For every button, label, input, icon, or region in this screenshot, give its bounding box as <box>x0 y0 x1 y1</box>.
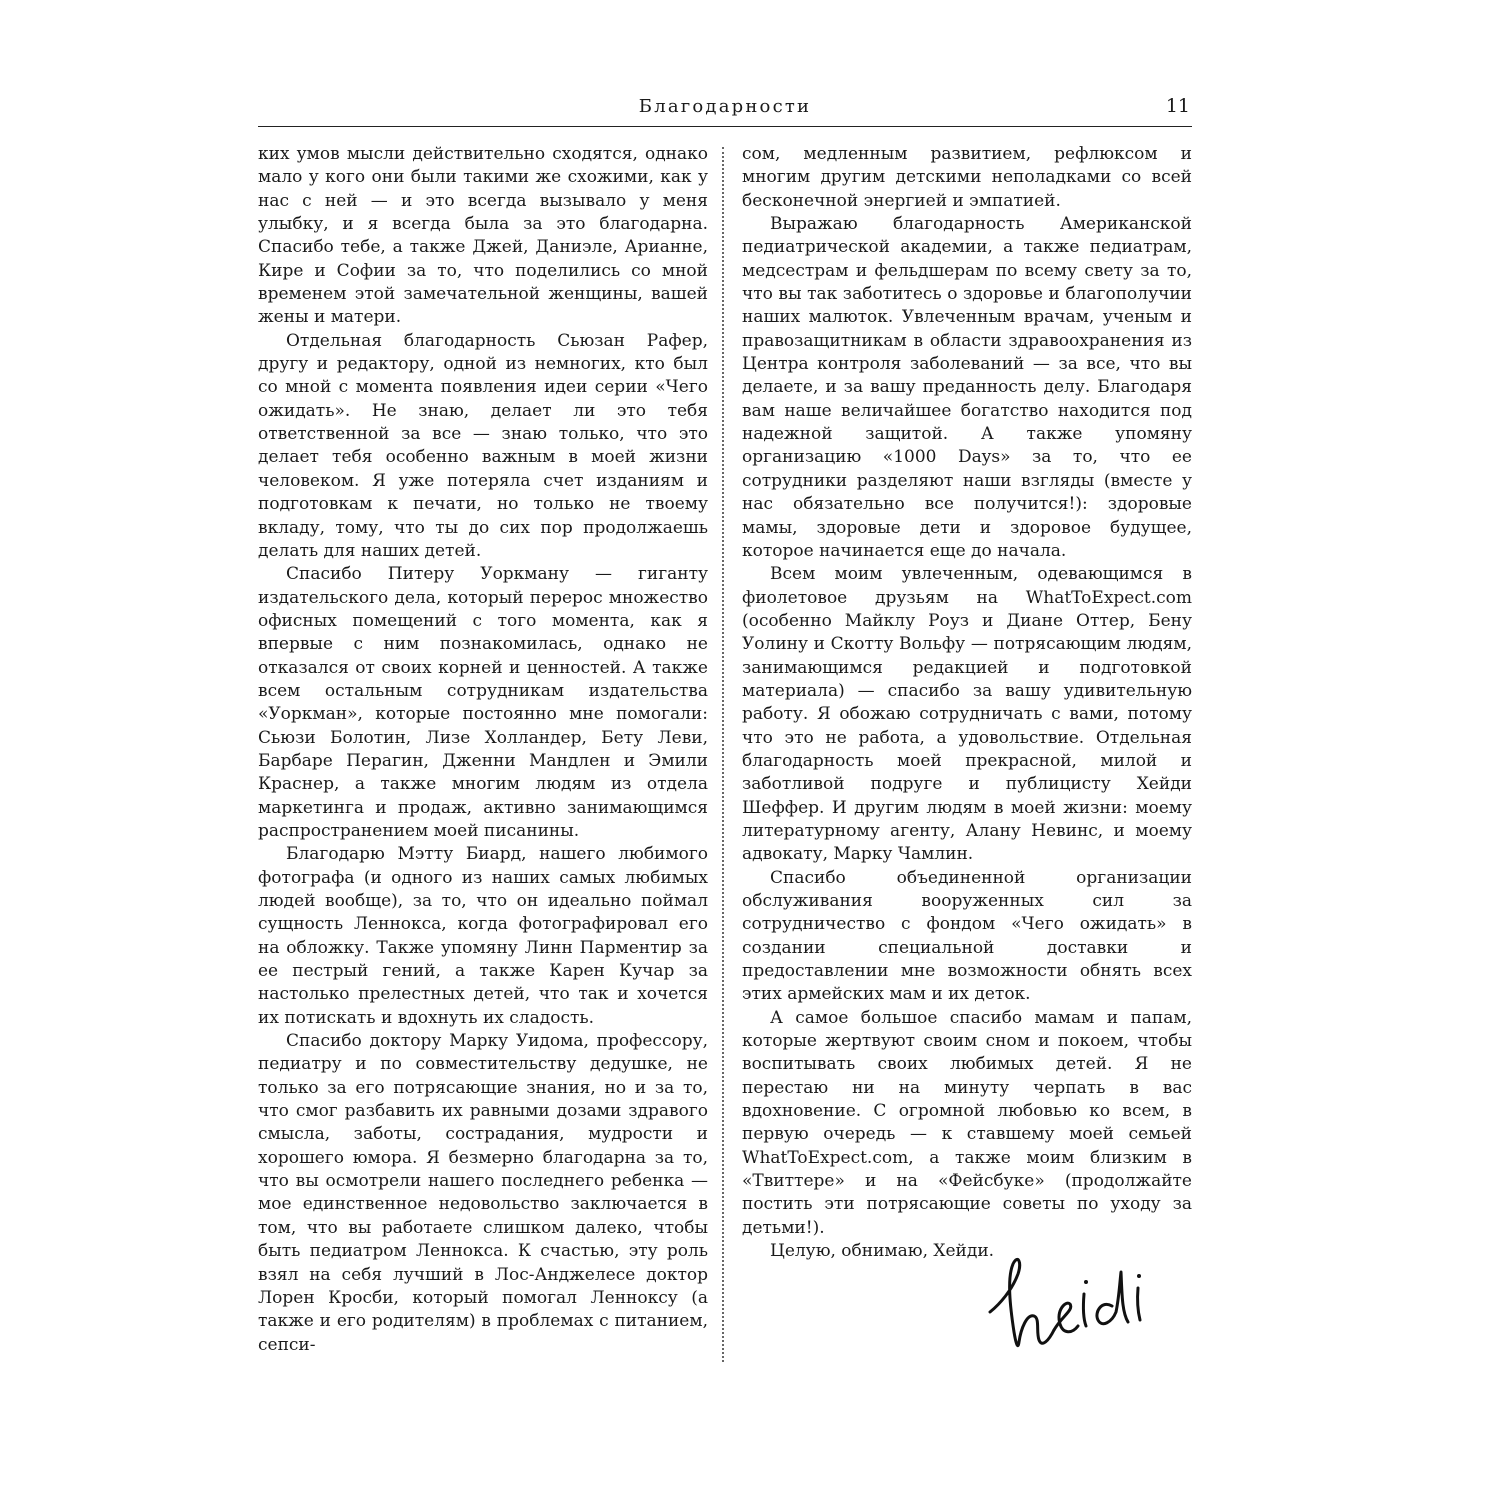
paragraph: Выражаю благодарность Американской педиатрической академии, а также педиатрам, медсестрам и фельдшерам по всему свету за то, что вы так заботитесь о здоровье и благополучии наших малюток. Увлеченным врачам, ученым и правозащитникам в области здравоохранения из Центра контроля заболеваний — за все, что вы делаете, и за вашу преданность делу. Благодаря вам наше величайшее богатство находится под надежной защитой. А также упомяну организацию «1000 Days» за то, что ее сотрудники разделяют наши взгляды (вместе у нас обязательно все получится!): здоровые мамы, здоровые дети и здоровое будущее, которое начинается еще до начала. <box>742 214 1192 561</box>
paragraph: Всем моим увлеченным, одевающимся в фиолетовое друзьям на WhatToExpect.com (особенно Майклу Роуз и Диане Оттер, Бену Уолину и Скотту Вольфу — потрясающим людям, занимающимся редакцией и подготовкой материала) — спасибо за вашу удивительную работу. Я обожаю сотрудничать с вами, потому что это не работа, а удовольствие. Отдельная благодарность моей прекрасной, милой и заботливой подруге и публицисту Хейди Шеффер. И другим людям в моей жизни: моему литературному агенту, Алану Невинс, и моему адвокату, Марку Чамлин. <box>742 564 1192 865</box>
running-header <box>258 92 1192 127</box>
handwritten-signature-icon <box>982 1240 1152 1370</box>
paragraph: Отдельная благодарность Сьюзан Рафер, другу и редактору, одной из немногих, кто был со мной с момента появления идеи серии «Чего ожидать». Не знаю, делает ли это тебя ответственной за все — знаю только, что это делает тебя особенно важным в моей жизни человеком. Я уже потеряла счет изданиям и подготовкам к печати, но только не твоему вкладу, тому, что ты до сих пор продолжаешь делать для наших детей. <box>258 330 708 561</box>
paragraph: Благодарю Мэтту Биард, нашего любимого фотографа (и одного из наших самых любимых людей вообще), за то, что он идеально поймал сущность Леннокса, когда фотографировал его на обложку. Также упомяну Линн Парментир за ее пестрый гений, а также Карен Кучар за настолько прелестных детей, что так и хочется их потискать и вдохнуть их сладость. <box>258 844 708 1028</box>
paragraph: Спасибо объединенной организации обслуживания вооруженных сил за сотрудничество с фондом «Чего ожидать» в создании специальной доставки и предоставлении мне возможности обнять всех этих армейских мам и их деток. <box>742 867 1192 1005</box>
page-number: 11 <box>1165 95 1190 117</box>
paragraph: А самое большое спасибо мамам и папам, которые жертвуют своим сном и покоем, чтобы воспитывать своих любимых детей. Я не перестаю ни на минуту черпать в вас вдохновение. С огромной любовью ко всем, в первую очередь — к ставшему моей семьей WhatToExpect.com, а также моим близким в «Твиттере» и на «Фейсбуке» (продолжайте постить эти потрясающие советы по уходу за детьми!). <box>742 1007 1192 1238</box>
paragraph: сом, медленным развитием, рефлюксом и многим другим детскими неполадками со всей бесконечной энергией и эмпатией. <box>742 144 1192 211</box>
column-divider <box>722 147 724 1362</box>
paragraph-closing: Целую, обнимаю, Хейди. <box>770 1241 995 1262</box>
right-column <box>742 143 1192 1264</box>
paragraph: Спасибо Питеру Уоркману — гиганту издательского дела, который перерос множество офисных помещений с того момента, как я впервые с ним познакомилась, однако не отказался от своих корней и ценностей. А также всем остальным сотрудникам издательства «Уоркман», которые постоянно мне помогали: Сьюзи Болотин, Лизе Холландер, Бету Леви, Барбаре Перагин, Дженни Мандлен и Эмили Краснер, а также многим людям из отдела маркетинга и продаж, активно занимающимся распространением моей писанины. <box>258 564 708 841</box>
paragraph: ких умов мысли действительно сходятся, однако мало у кого они были такими же схожими, как у нас с ней — и это всегда вызывало у меня улыбку, и я всегда была за это благодарна. Спасибо тебе, а также Джей, Даниэле, Арианне, Кире и Софии за то, что поделились со мной временем этой замечательной женщины, вашей жены и матери. <box>258 144 708 328</box>
left-column <box>258 143 708 1357</box>
running-title: Благодарности <box>638 96 812 117</box>
paragraph: Спасибо доктору Марку Уидома, профессору, педиатру и по совместительству дедушке, не только за его потрясающие знания, но и за то, что смог разбавить их равными дозами здравого смысла, заботы, сострадания, мудрости и хорошего юмора. Я безмерно благодарна за то, что вы осмотрели нашего последнего ребенка — мое единственное недовольство заключается в том, что вы работаете слишком далеко, чтобы быть педиатром Леннокса. К счастью, эту роль взял на себя лучший в Лос-Анджелесе доктор Лорен Кросби, который помогал Ленноксу (а также и его родителям) в проблемах с питанием, сепси- <box>258 1031 708 1355</box>
